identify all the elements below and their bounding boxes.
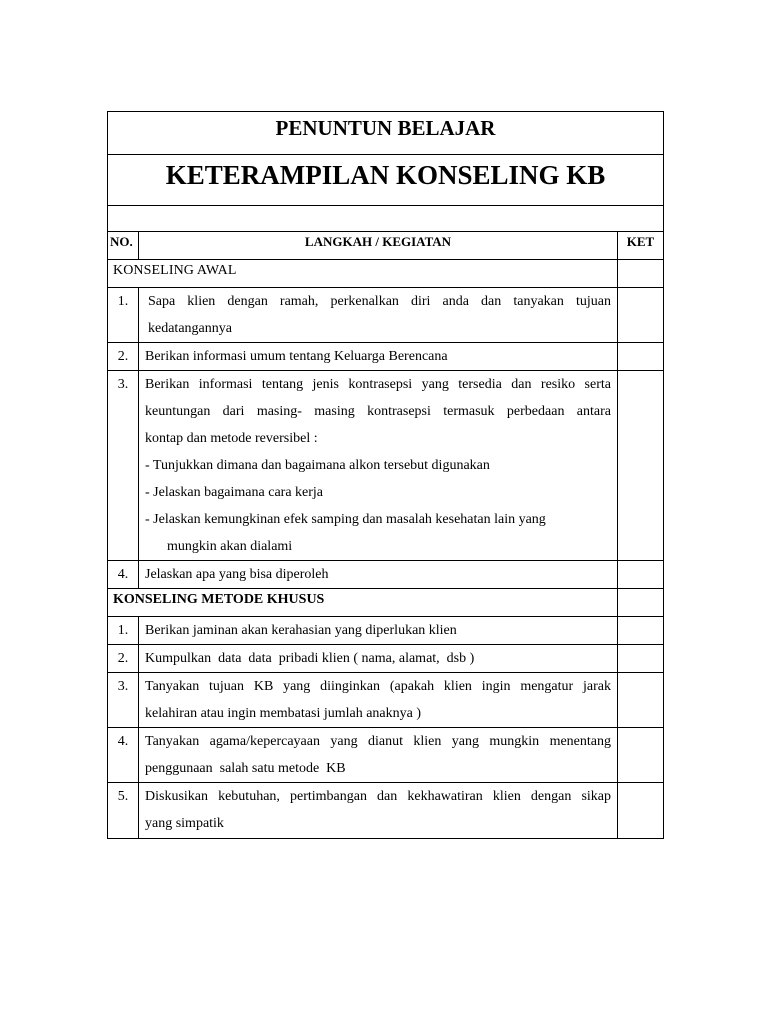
step-line: kedatangannya	[148, 321, 232, 336]
row-number: 1.	[108, 617, 139, 645]
ket-cell	[618, 617, 664, 645]
step-line: Berikan informasi tentang jenis kontrasepsi yang tersedia dan resiko serta	[145, 377, 611, 392]
step-line: mungkin akan dialami	[167, 539, 293, 554]
table-row	[108, 561, 664, 589]
ket-cell	[618, 783, 664, 839]
step-line: - Jelaskan kemungkinan efek samping dan masalah kesehatan lain yang	[145, 512, 546, 527]
table-row	[108, 728, 664, 783]
step-line: - Tunjukkan dimana dan bagaimana alkon tersebut digunakan	[145, 458, 490, 473]
section-heading-konseling-metode-khusus: KONSELING METODE KHUSUS	[108, 589, 618, 617]
table-header-row	[108, 232, 664, 260]
step-text	[139, 783, 618, 839]
step-text	[139, 343, 618, 371]
blank-cell	[108, 206, 664, 232]
section-heading-konseling-awal: KONSELING AWAL	[108, 260, 618, 288]
step-text	[139, 288, 618, 343]
header-no: NO.	[108, 232, 139, 260]
document-sheet	[107, 111, 663, 839]
step-line: - Jelaskan bagaimana cara kerja	[145, 485, 324, 500]
step-line: Berikan informasi umum tentang Keluarga Berencana	[145, 349, 448, 364]
row-number: 5.	[108, 783, 139, 839]
step-line: kelahiran atau ingin membatasi jumlah anaknya )	[145, 706, 422, 721]
step-line: penggunaan salah satu metode KB	[145, 761, 346, 776]
step-line: yang simpatik	[145, 816, 224, 831]
subtitle-row	[108, 155, 664, 206]
ket-cell	[618, 645, 664, 673]
row-number: 2.	[108, 343, 139, 371]
step-line: Tanyakan agama/kepercayaan yang dianut klien yang mungkin menentang	[145, 734, 611, 749]
table-row	[108, 617, 664, 645]
step-line: Sapa klien dengan ramah, perkenalkan diri anda dan tanyakan tujuan	[148, 294, 611, 309]
ket-cell	[618, 728, 664, 783]
step-line: Jelaskan apa yang bisa diperoleh	[145, 567, 329, 582]
table-row	[108, 288, 664, 343]
step-line: Kumpulkan data data pribadi klien ( nama, alamat, dsb )	[145, 651, 475, 666]
row-number: 2.	[108, 645, 139, 673]
step-line: Berikan jaminan akan kerahasian yang diperlukan klien	[145, 623, 457, 638]
study-guide-table	[107, 111, 664, 839]
blank-row	[108, 206, 664, 232]
document-title: PENUNTUN BELAJAR	[108, 112, 664, 155]
table-row	[108, 645, 664, 673]
section-heading-row	[108, 589, 664, 617]
step-text	[139, 561, 618, 589]
ket-cell	[618, 561, 664, 589]
ket-cell	[618, 371, 664, 561]
table-row	[108, 371, 664, 561]
row-number: 3.	[108, 673, 139, 728]
step-text	[139, 645, 618, 673]
ket-cell	[618, 288, 664, 343]
ket-cell	[618, 343, 664, 371]
step-text	[139, 728, 618, 783]
document-subtitle: KETERAMPILAN KONSELING KB	[108, 155, 664, 206]
title-row	[108, 112, 664, 155]
row-number: 3.	[108, 371, 139, 561]
step-line: kontap dan metode reversibel :	[145, 431, 318, 446]
step-line: Tanyakan tujuan KB yang diinginkan (apakah klien ingin mengatur jarak	[145, 679, 611, 694]
row-number: 4.	[108, 728, 139, 783]
section-heading-row	[108, 260, 664, 288]
step-line: Diskusikan kebutuhan, pertimbangan dan kekhawatiran klien dengan sikap	[145, 789, 611, 804]
step-text	[139, 617, 618, 645]
step-line: keuntungan dari masing- masing kontrasepsi termasuk perbedaan antara	[145, 404, 611, 419]
ket-cell	[618, 260, 664, 288]
step-text	[139, 673, 618, 728]
row-number: 1.	[108, 288, 139, 343]
header-step: LANGKAH / KEGIATAN	[139, 232, 618, 260]
step-text	[139, 371, 618, 561]
table-row	[108, 673, 664, 728]
ket-cell	[618, 589, 664, 617]
table-row	[108, 783, 664, 839]
header-ket: KET	[618, 232, 664, 260]
row-number: 4.	[108, 561, 139, 589]
ket-cell	[618, 673, 664, 728]
table-row	[108, 343, 664, 371]
